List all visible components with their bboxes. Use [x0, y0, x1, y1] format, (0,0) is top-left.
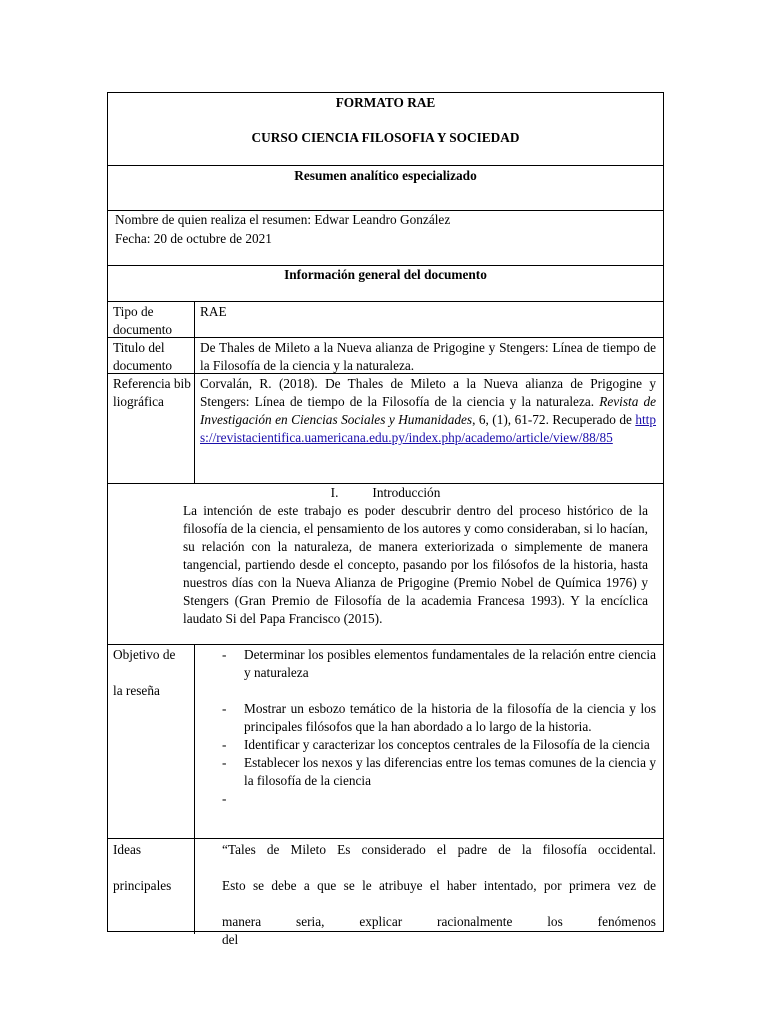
referencia-link[interactable]: https://revistacientifica.uamericana.edu.py/index.php/academo/article/view/88/85 [200, 412, 657, 445]
list-item: - Mostrar un esbozo temático de la historia de la filosofía de la ciencia y los principales filósofos que la han abordado a lo largo de la historia. [222, 701, 656, 734]
course-title: CURSO CIENCIA FILOSOFIA Y SOCIEDAD [251, 130, 520, 145]
divider [108, 644, 663, 645]
ideas-line-1: “Tales de Mileto Es considerado el padre de la filosofía occidental. [222, 842, 656, 857]
objetivo-list: - Determinar los posibles elementos fundamentales de la relación entre ciencia y naturaleza - Mostrar un esbozo temático de la historia de la filosofía de la ciencia y los principales filósofos que la han abordado a lo largo de la historia. - Identificar y caracterizar los conceptos centrales de la Filosofía de la ciencia - Establecer los nexos y las diferencias entre los temas comunes de la ciencia y la filosofía de la ciencia - [200, 646, 656, 790]
ideas-line-3: manera seria, explicar racionalmente los fenómenos del [222, 914, 656, 947]
divider [108, 373, 663, 374]
list-item: - Establecer los nexos y las diferencias entre los temas comunes de la ciencia y la filosofía de la ciencia [222, 755, 656, 788]
divider [108, 838, 663, 839]
divider [108, 301, 663, 302]
list-item: - Determinar los posibles elementos fundamentales de la relación entre ciencia y naturaleza [222, 647, 656, 680]
intro-heading-text: Introducción [372, 485, 441, 500]
titulo-value: De Thales de Mileto a la Nueva alianza de Prigogine y Stengers: Línea de tiempo de la Filosofía de la ciencia y la naturaleza. [200, 340, 656, 373]
subtitle: Resumen analítico especializado [294, 168, 477, 183]
objetivo-label-2: la reseña [113, 683, 160, 698]
divider [108, 165, 663, 166]
referencia-journal: Revista de Investigación en Ciencias Sociales y Humanidades [200, 394, 657, 427]
rae-document-table [107, 92, 664, 947]
column-divider [194, 644, 195, 934]
document-title: FORMATO RAE [335, 95, 436, 110]
ideas-label-2: principales [113, 878, 172, 893]
objetivo-label-1: Objetivo de [113, 647, 176, 662]
referencia-label: Referencia bibliográfica [113, 376, 191, 409]
referencia-value [200, 375, 656, 447]
referencia-text-start: Corvalán, R. (2018). De Thales de Mileto a la Nueva alianza de Prigogine y Stengers: Línea de tiempo de la Filosofía de la ciencia y la naturaleza. [200, 376, 656, 409]
column-divider [194, 301, 195, 483]
intro-text: La intención de este trabajo es poder descubrir dentro del proceso histórico de la filosofía de la ciencia, el pensamiento de los autores y como consideraban, si lo hacían, su relación con la naturaleza, de manera exteriorizada o simplemente de manera tangencial, partiendo desde el concepto, pasando por los filósofos de la historia, hasta nuestros días con la Nueva Alianza de Prigogine (Premio Nobel de Química 1976) y Stengers (Gran Premio de Filosofía de la academia Francesa 1993). Y la encíclica laudato Si del Papa Francisco (2015). [183, 503, 648, 626]
divider [108, 337, 663, 338]
tipo-value: RAE [200, 304, 227, 319]
intro-number: I. [330, 485, 339, 500]
ideas-line-2: Esto se debe a que se le atribuye el haber intentado, por primera vez de [222, 878, 656, 893]
ideas-label-1: Ideas [113, 842, 142, 857]
general-info-heading: Información general del documento [284, 267, 487, 282]
titulo-label: Titulo del documento [113, 340, 173, 373]
list-item: - Identificar y caracterizar los conceptos centrales de la Filosofía de la ciencia [222, 737, 650, 752]
date-line: Fecha: 20 de octubre de 2021 [115, 231, 272, 246]
intro-heading [108, 484, 663, 502]
tipo-label: Tipo de documento [113, 304, 173, 337]
referencia-text-end: , 6, (1), 61-72. Recuperado de [472, 412, 636, 427]
author-line: Nombre de quien realiza el resumen: Edwar Leandro González [115, 212, 451, 227]
